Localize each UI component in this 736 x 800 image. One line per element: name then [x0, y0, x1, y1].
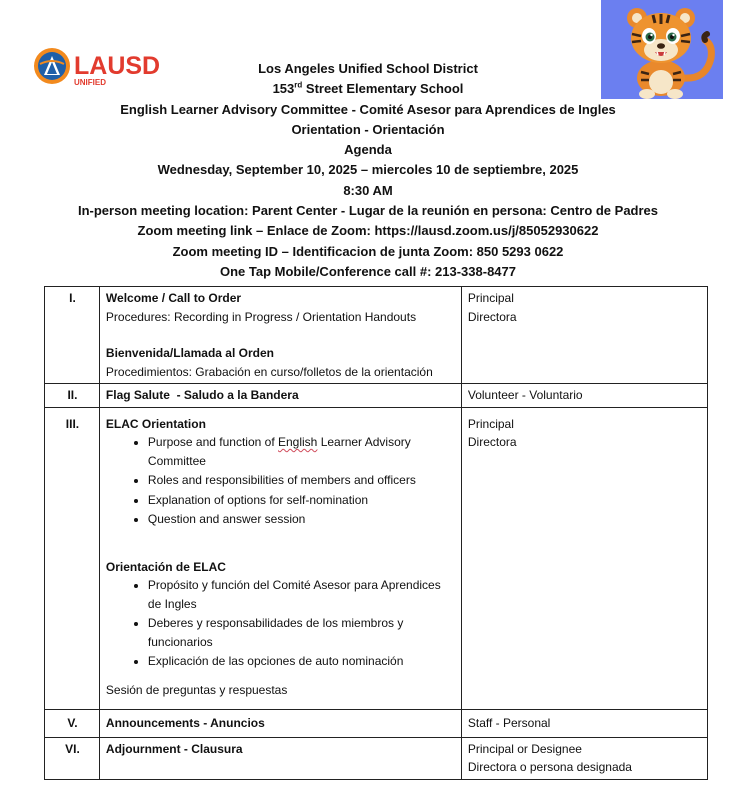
item-description	[99, 407, 461, 710]
table-row	[45, 407, 708, 710]
zoom-id: Zoom meeting ID – Identificacion de junta Zoom: 850 5293 0622	[172, 243, 564, 259]
list-item: • Deberes y responsabilidades de los miembros y funcionarios	[148, 614, 456, 651]
district-name: Los Angeles Unified School District	[258, 61, 478, 76]
bullet-list	[106, 576, 456, 671]
table-row	[45, 710, 708, 738]
item-description: Adjournment - Clausura	[99, 737, 461, 779]
item-responsible: Volunteer - Voluntario	[461, 384, 707, 408]
school-name: 153rd Street Elementary School	[272, 80, 464, 97]
table-row	[45, 384, 708, 408]
meeting-type: Orientation - Orientación	[291, 121, 445, 137]
svg-text:UNIFIED: UNIFIED	[74, 78, 106, 87]
item-text: Procedimientos: Grabación en curso/folletos de la orientación	[105, 364, 433, 379]
item-description	[99, 384, 461, 408]
bullet-list	[106, 433, 456, 529]
item-responsible	[461, 407, 707, 710]
phone-number: One Tap Mobile/Conference call #: 213-338-8477	[220, 263, 516, 279]
item-number: II.	[45, 384, 100, 408]
item-title: Welcome / Call to Order	[105, 291, 242, 305]
item-responsible	[461, 287, 707, 384]
meeting-location: In-person meeting location: Parent Center - Lugar de la reunión en persona: Centro de Padres	[77, 203, 659, 219]
committee-name: English Learner Advisory Committee - Comité Asesor para Aprendices de Ingles	[120, 101, 616, 117]
responsible-text: Principal	[467, 291, 514, 305]
zoom-link: Zoom meeting link – Enlace de Zoom: https://lausd.zoom.us/j/85052930622	[137, 223, 599, 239]
responsible-text: Directora	[467, 435, 517, 449]
item-responsible: Staff - Personal	[461, 710, 707, 738]
item-title: Bienvenida/Llamada al Orden	[105, 346, 274, 360]
responsible-text: Principal	[467, 416, 514, 431]
list-item: • Propósito y función del Comité Asesor para Aprendices de Ingles	[148, 576, 456, 613]
table-row	[45, 287, 708, 384]
item-title: Orientación de ELAC	[105, 559, 226, 574]
item-title: Flag Salute - Saludo a la Bandera	[105, 388, 299, 402]
list-item: • Question and answer session	[148, 510, 456, 529]
list-item: • Purpose and function of English Learner Advisory Committee	[148, 433, 456, 470]
item-number: V.	[45, 710, 100, 738]
item-description	[99, 287, 461, 384]
item-title: ELAC Orientation	[105, 416, 206, 431]
agenda-table	[44, 286, 708, 780]
item-number: III.	[45, 407, 100, 710]
list-item: • Roles and responsibilities of members and officers	[148, 471, 456, 490]
svg-text:LAUSD: LAUSD	[74, 52, 161, 80]
list-item: • Explicación de las opciones de auto nominación	[148, 652, 456, 671]
meeting-date: Wednesday, September 10, 2025 – miercoles 10 de septiembre, 2025	[157, 162, 579, 178]
item-text: Procedures: Recording in Progress / Orientation Handouts	[105, 309, 417, 324]
agenda-header	[40, 59, 696, 282]
agenda-heading: Agenda	[344, 142, 392, 158]
item-text: Sesión de preguntas y respuestas	[105, 682, 288, 697]
responsible-text: Principal or Designee	[467, 741, 582, 756]
responsible-text: Directora o persona designada	[467, 760, 632, 774]
meeting-time: 8:30 AM	[343, 182, 393, 198]
responsible-text: Directora	[467, 309, 517, 324]
item-responsible	[461, 737, 707, 779]
item-number: VI.	[45, 737, 100, 779]
table-row	[45, 737, 708, 779]
item-description: Announcements - Anuncios	[99, 710, 461, 738]
item-number: I.	[45, 287, 100, 384]
list-item: • Explanation of options for self-nomination	[148, 491, 456, 510]
